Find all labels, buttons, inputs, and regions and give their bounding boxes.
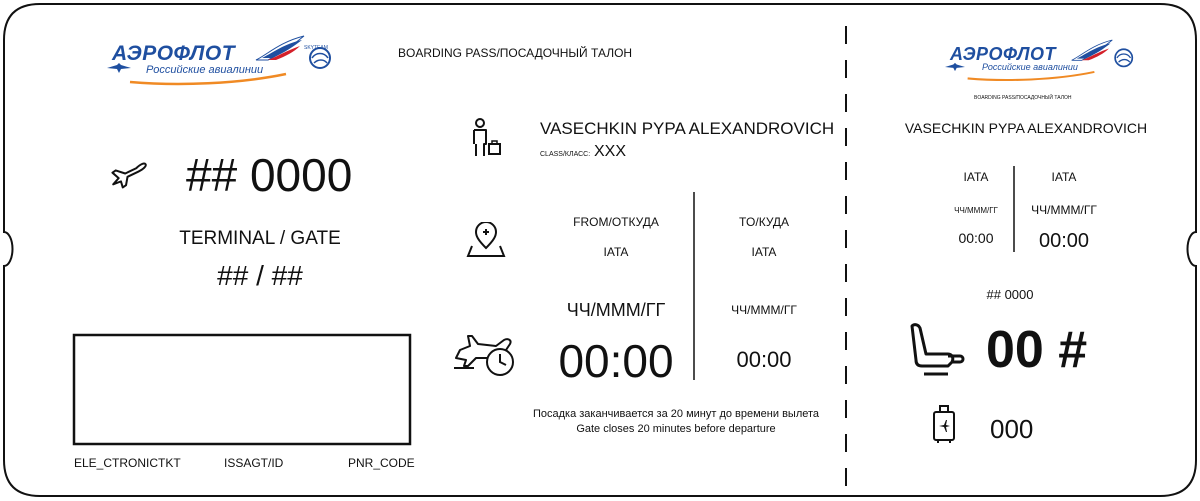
passenger-name: VASECHKIN PYPA ALEXANDROVICH [540,119,835,138]
passenger-icon [468,118,502,158]
stub-seat: 00 # [986,321,1088,379]
arrival-date: ЧЧ/МММ/ГГ [731,303,797,317]
skyteam-icon [304,42,332,72]
skyteam-label: SKYTEAM [304,45,328,51]
stub-to-date: ЧЧ/МММ/ГГ [1031,203,1097,217]
to-label: TO/КУДА [738,215,790,229]
location-pin-icon [466,222,506,258]
stub-flight-number: ## 0000 [986,287,1034,302]
stub-winged-emblem-icon [944,62,966,72]
flag-wing-icon [254,34,306,64]
notice-ru: Посадка заканчивается за 20 минут до времени вылета [532,408,820,420]
stub-baggage: 000 [990,414,1034,444]
stub-aeroflot-logo [944,38,1134,84]
stub-logo-wordmark: АЭРОФЛОТ [950,44,1057,64]
terminal-gate-label: TERMINAL / GATE [179,228,341,249]
departure-date: ЧЧ/МММ/ГГ [566,300,666,320]
stub-from-time: 00:00 [958,230,994,246]
swoosh-icon [128,72,288,86]
stub-boarding-pass-title: BOARDING PASS/ПОСАДОЧНЫЙ ТАЛОН [974,95,1072,101]
departure-time: 00:00 [558,335,674,387]
notice-en: Gate closes 20 minutes before departure [576,423,776,435]
logo-subtitle: Российские авиалинии [146,64,264,76]
stub-swoosh-icon [966,70,1096,82]
departure-clock-icon [452,324,518,378]
stub-to-time: 00:00 [1038,230,1090,252]
seat-icon [908,322,968,378]
boarding-pass-title: BOARDING PASS/ПОСАДОЧНЫЙ ТАЛОН [398,46,633,60]
baggage-icon [932,404,956,444]
stub-to-iata: IATA [1051,170,1077,184]
flight-number: ## 0000 [186,149,353,201]
arrival-time: 00:00 [736,347,792,372]
footer-issue: ISSAGT/ID [224,456,284,470]
from-label: FROM/ОТКУДА [573,215,659,229]
stub-from-iata: IATA [963,170,989,184]
class-label: CLASS/КЛАСС: [540,151,591,158]
stub-flag-wing-icon [1070,38,1114,64]
stub-from-date: ЧЧ/МММ/ГГ [954,206,998,215]
footer-pnr: PNR_CODE [348,456,415,470]
stub-skyteam-icon [1110,44,1134,70]
logo-wordmark: АЭРОФЛОТ [112,42,236,65]
stub-logo-subtitle: Российские авиалинии [982,62,1078,72]
stub-passenger-name: VASECHKIN PYPA ALEXANDROVICH [904,120,1148,136]
barcode-box [74,335,410,444]
footer-ticket: ELE_CTRONICTKT [74,456,181,470]
aeroflot-logo [106,34,336,86]
winged-emblem-icon [106,62,132,74]
to-iata: IATA [751,245,777,259]
terminal-gate-value: ## / ## [217,260,303,291]
from-iata: IATA [603,245,629,259]
class-value: XXX [594,143,627,160]
plane-icon [104,154,150,194]
